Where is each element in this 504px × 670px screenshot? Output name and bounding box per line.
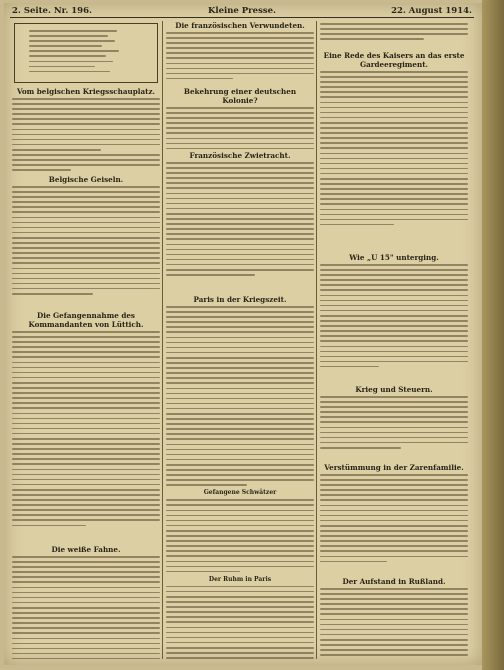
article-white-flag	[12, 545, 160, 659]
article-u15	[320, 253, 468, 381]
book-binding	[482, 0, 504, 670]
column-2	[166, 21, 314, 659]
newspaper-page	[4, 3, 482, 665]
article-heading: Eine Rede des Kaisers an das erste Gardeeregiment.	[323, 51, 465, 69]
article-heading: Vom belgischen Kriegsschauplatz.	[16, 87, 156, 96]
article-paris-wartime	[166, 295, 314, 659]
article-heading: Belgische Geiseln.	[48, 175, 124, 184]
article-liege-commander	[12, 311, 160, 539]
article-subheading: Gefangene Schwätzer	[203, 489, 277, 497]
issue-date: 22. August 1914.	[391, 6, 472, 16]
article-heading: Französische Zwietracht.	[189, 151, 291, 160]
article-russia-uprising	[320, 577, 468, 659]
column-divider	[162, 21, 163, 659]
article-heading: Die weiße Fahne.	[51, 545, 121, 554]
column-1	[12, 21, 160, 659]
article-heading: Bekehrung einer deutschen Kolonie?	[183, 87, 297, 105]
article-french-discord	[166, 151, 314, 287]
column-3	[320, 21, 468, 659]
article-heading: Paris in der Kriegszeit.	[193, 295, 287, 304]
column-divider	[316, 21, 317, 659]
article-heading: Wie „U 15" unterging.	[349, 253, 439, 262]
article-hostages	[12, 175, 160, 303]
article-top-fragment	[320, 21, 468, 51]
header-rule	[10, 17, 474, 18]
article-heading: Die französischen Verwundeten.	[175, 21, 305, 30]
article-german-colony	[166, 87, 314, 149]
article-heading: Krieg und Steuern.	[355, 385, 433, 394]
poem-box	[14, 23, 158, 83]
article-french-wounded	[166, 21, 314, 83]
article-heading: Verstümmung in der Zarenfamilie.	[324, 463, 464, 472]
newspaper-title: Kleine Presse.	[207, 6, 277, 16]
page-number: 2. Seite. Nr. 196.	[12, 6, 92, 16]
article-heading: Die Gefangennahme des Kommandanten von Lüttich.	[28, 311, 144, 329]
article-belgian-theatre	[12, 87, 160, 171]
article-kaiser-speech	[320, 51, 468, 247]
article-war-taxes	[320, 385, 468, 457]
article-tsar-family	[320, 463, 468, 571]
article-subheading: Der Ruhm in Paris	[208, 575, 272, 583]
article-heading: Der Aufstand in Rußland.	[342, 577, 446, 586]
